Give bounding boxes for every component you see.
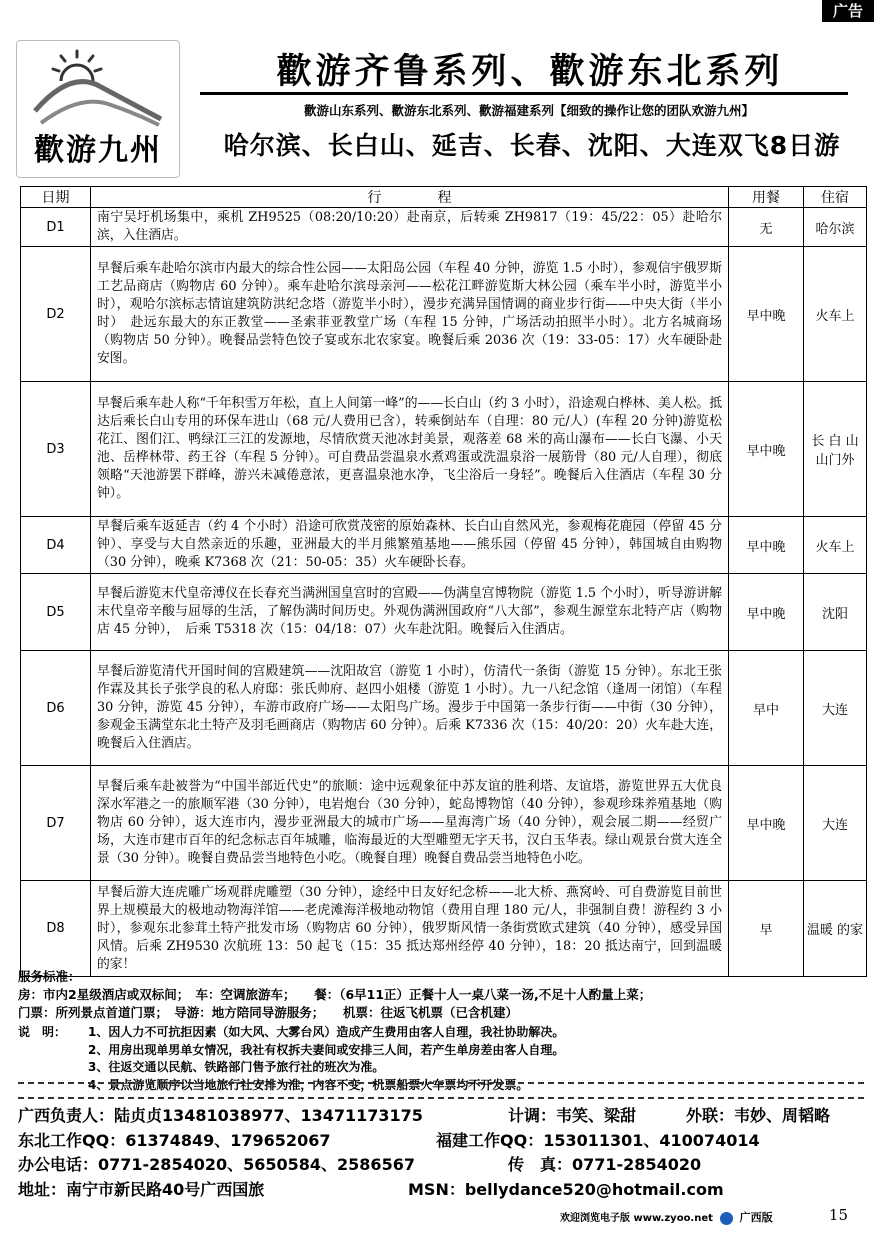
note-item: 4、景点游览顺序以当地旅行社安排为准，内容不变，机票船票火车票均不开发票。 — [88, 1077, 529, 1092]
day-cell: D3 — [21, 382, 91, 517]
hotel-cell: 火车上 — [804, 517, 867, 574]
itinerary-table — [20, 186, 867, 977]
logo — [16, 40, 180, 178]
table-row — [21, 574, 867, 651]
table-row — [21, 208, 867, 247]
table-row — [21, 881, 867, 977]
meal-cell: 早 — [729, 881, 804, 977]
itinerary-cell: 南宁吴圩机场集中，乘机 ZH9525（08:20/10:20）赴南京，后转乘 ZH9817（19：45/22：05）赴哈尔滨，入住酒店。 — [91, 208, 729, 247]
footer-website: 欢迎浏览电子版 www.zyoo.net — [560, 1213, 713, 1224]
page-number: 15 — [828, 1206, 848, 1224]
hotel-cell: 沈阳 — [804, 574, 867, 651]
meal-cell: 早中晚 — [729, 574, 804, 651]
footer — [560, 1209, 773, 1225]
title-divider — [200, 92, 848, 95]
fujian-qq: 福建工作QQ：153011301、410074014 — [436, 1130, 760, 1150]
route-title: 哈尔滨、长白山、延吉、长春、沈阳、大连双飞8日游 — [223, 131, 841, 160]
itinerary-cell: 早餐后乘车赴被誉为“中国半部近代史”的旅顺：途中远观象征中苏友谊的胜利塔、友谊塔，游览世界五大优良深水军港之一的旅顺军港（30 分钟），电岩炮台（30 分钟），蛇岛博物馆（40 分钟），参观珍珠养殖基地（购物店 60 分钟），返大连市内，漫步亚洲最大的城市广场——星海湾广场（40 分钟），观会展二期——经贸广场，大连市建市百年的纪念标志百年城雕，临海最近的大型雕塑无字天书，汉白玉华表。绿山观景台赏大连全景（30 分钟）。晚餐自费品尝当地特色小吃。（晚餐自理）晚餐自费品尝当地特色小吃。 — [91, 766, 729, 881]
services-line: 房：市内2星级酒店或双标间； 车：空调旅游车； 餐：（6早11正）正餐十人一桌八菜一汤,不足十人酌量上菜； — [18, 987, 652, 1002]
day-cell: D2 — [21, 247, 91, 382]
day-cell: D8 — [21, 881, 91, 977]
meal-cell: 无 — [729, 208, 804, 247]
hotel-cell: 大连 — [804, 766, 867, 881]
hotel-cell: 温暖 的家 — [804, 881, 867, 977]
table-row — [21, 651, 867, 766]
day-cell: D7 — [21, 766, 91, 881]
table-row — [21, 247, 867, 382]
edition-badge-icon — [720, 1212, 733, 1225]
day-cell: D4 — [21, 517, 91, 574]
northeast-qq: 东北工作QQ：61374849、179652067 — [18, 1130, 331, 1150]
logo-text: 歡游九州 — [34, 133, 162, 168]
itinerary-cell: 早餐后游大连虎雕广场观群虎雕塑（30 分钟），途经中日友好纪念桥——北大桥、燕窝岭、可自费游览目前世界上规模最大的极地动物海洋馆——老虎滩海洋极地动物馆（费用自理 180 元/人，非强制自费！游程约 3 小时），参观东北参茸土特产批发市场（购物店 60 分钟），俄罗斯风情一条街赏欧式建筑（40 分钟），感受异国风情。后乘 ZH9530 次航班 13：50 起飞（15：35 抵达郑州经停 40 分钟），18：20 抵达南宁，回到温暖的家！ — [91, 881, 729, 977]
table-row — [21, 382, 867, 517]
series-subtitle: 歡游山东系列、歡游东北系列、歡游福建系列【细致的操作让您的团队欢游九州】 — [303, 103, 754, 118]
itinerary-cell: 早餐后游览清代开国时间的宫殿建筑——沈阳故宫（游览 1 小时），仿清代一条街（游览 15 分钟）。东北王张作霖及其长子张学良的私人府邸：张氏帅府、赵四小姐楼（游览 1 小时）。九一八纪念馆（逢周一闭馆）（车程 30 分钟，游览 45 分钟），车游市政府广场——太阳鸟广场。漫步于中国第一条步行街——中街（30 分钟），参观金玉满堂东北土特产及羽毛画商店（购物店 60 分钟）。后乘 K7336 次（15：40/20：20）火车赴大连，晚餐后入住酒店。 — [91, 651, 729, 766]
fax-number: 传 真：0771-2854020 — [508, 1155, 702, 1174]
day-cell: D1 — [21, 208, 91, 247]
itinerary-cell: 早餐后乘车返延吉（约 4 个小时）沿途可欣赏茂密的原始森林、长白山自然风光，参观梅花鹿园（停留 45 分钟）、享受与大自然亲近的乐趣，亚洲最大的半月熊繁殖基地——熊乐园（停留 45 分钟），韩国城自由购物（30 分钟），晚乘 K7368 次（21：50-05：35）火车硬卧长春。 — [91, 517, 729, 574]
day-cell: D6 — [21, 651, 91, 766]
mountain-sun-icon — [31, 49, 165, 129]
main-title: 歡游齐鲁系列、歡游东北系列 — [276, 52, 784, 92]
footer-edition: 广西版 — [739, 1211, 773, 1224]
table-header-row — [21, 187, 867, 208]
hotel-cell: 长 白 山 山门外 — [804, 382, 867, 517]
note-item: 1、因人力不可抗拒因素（如大风、大雾台风）造成产生费用由客人自理，我社协助解决。 — [88, 1025, 565, 1039]
hotel-cell: 哈尔滨 — [804, 208, 867, 247]
hotel-cell: 大连 — [804, 651, 867, 766]
meal-cell: 早中晚 — [729, 517, 804, 574]
meal-cell: 早中 — [729, 651, 804, 766]
header-itinerary: 行 程 — [91, 187, 729, 208]
note-item: 3、往返交通以民航、铁路部门售予旅行社的班次为准。 — [88, 1060, 385, 1074]
dashed-divider — [18, 1082, 864, 1084]
itinerary-cell: 早餐后乘车赴哈尔滨市内最大的综合性公园——太阳岛公园（车程 40 分钟，游览 1.5 小时），参观信宇俄罗斯工艺品商店（购物店 60 分钟）。乘车赴哈尔滨母亲河——松花江畔游览斯大林公园（乘车半小时，游览半小时），观哈尔滨标志情谊建筑防洪纪念塔（游览半小时），漫步充满异国情调的商业步行街——中央大街（半小时） 赴远东最大的东正教堂——圣索菲亚教堂广场（车程 15 分钟，广场活动拍照半小时）。北方名城商场（购物店 50 分钟）。晚餐品尝特色饺子宴或东北农家宴。晚餐后乘 2036 次（19：33-05：17）火车硬卧赴安图。 — [91, 247, 729, 382]
header-date: 日期 — [21, 187, 91, 208]
meal-cell: 早中晚 — [729, 766, 804, 881]
liaison-contact: 外联：韦妙、周韬略 — [686, 1106, 831, 1125]
header-meals: 用餐 — [729, 187, 804, 208]
note-item: 2、用房出现单男单女情况，我社有权拆夫妻间或安排三人间，若产生单房差由客人自理。 — [88, 1042, 565, 1057]
table-row — [21, 766, 867, 881]
manager-contact: 广西负责人：陆贞贞13481038977、13471173175 — [18, 1106, 423, 1125]
meal-cell: 早中晚 — [729, 382, 804, 517]
service-standards — [18, 968, 864, 1022]
itinerary-cell: 早餐后游览末代皇帝溥仪在长春充当满洲国皇宫时的宫殿——伪满皇宫博物院（游览 1.5 个小时），听导游讲解末代皇帝辛酸与屈辱的生活，了解伪满时间历史。外观伪满洲国政府“八大部”，参观生源堂东北特产店（购物店 45 分钟）， 后乘 T5318 次（15：04/18：07）火车赴沈阳。晚餐后入住酒店。 — [91, 574, 729, 651]
services-line: 门票：所列景点首道门票； 导游：地方陪同导游服务； 机票：往返飞机票（已含机建） — [18, 1005, 519, 1020]
planner-contact: 计调：韦笑、梁甜 — [508, 1106, 637, 1125]
msn-contact: MSN：bellydance520@hotmail.com — [408, 1179, 724, 1199]
header-lodging: 住宿 — [804, 187, 867, 208]
contact-block — [18, 1104, 864, 1202]
meal-cell: 早中晚 — [729, 247, 804, 382]
hotel-cell: 火车上 — [804, 247, 867, 382]
address: 地址：南宁市新民路40号广西国旅 — [18, 1179, 265, 1199]
table-row — [21, 517, 867, 574]
ad-tag: 广告 — [822, 0, 874, 22]
office-phone: 办公电话：0771-2854020、5650584、2586567 — [18, 1155, 415, 1174]
itinerary-cell: 早餐后乘车赴人称“千年积雪万年松，直上人间第一峰”的——长白山（约 3 小时），沿途观白桦林、美人松。抵达后乘长白山专用的环保车进山（68 元/人费用已含），转乘倒站车（自理：80 元/人）(车程 20 分钟)游览松花江、图们江、鸭绿江三江的发源地，尽情欣赏天池冰封美景，观落差 68 米的高山瀑布——长白飞瀑、小天池、岳桦林带、药王谷（车程 5 分钟）。可自费品尝温泉水煮鸡蛋或洗温泉浴一展筋骨（80 元/人自理），彻底领略“天池游罢下群峰，游兴未减倦意浓，更喜温泉池水净，飞尘浴后一身轻”。晚餐后入住酒店（车程 30 分钟）。 — [91, 382, 729, 517]
notes-label: 说 明： — [18, 1025, 67, 1039]
services-label: 服务标准： — [18, 969, 81, 984]
day-cell: D5 — [21, 574, 91, 651]
dashed-divider — [18, 1097, 864, 1099]
